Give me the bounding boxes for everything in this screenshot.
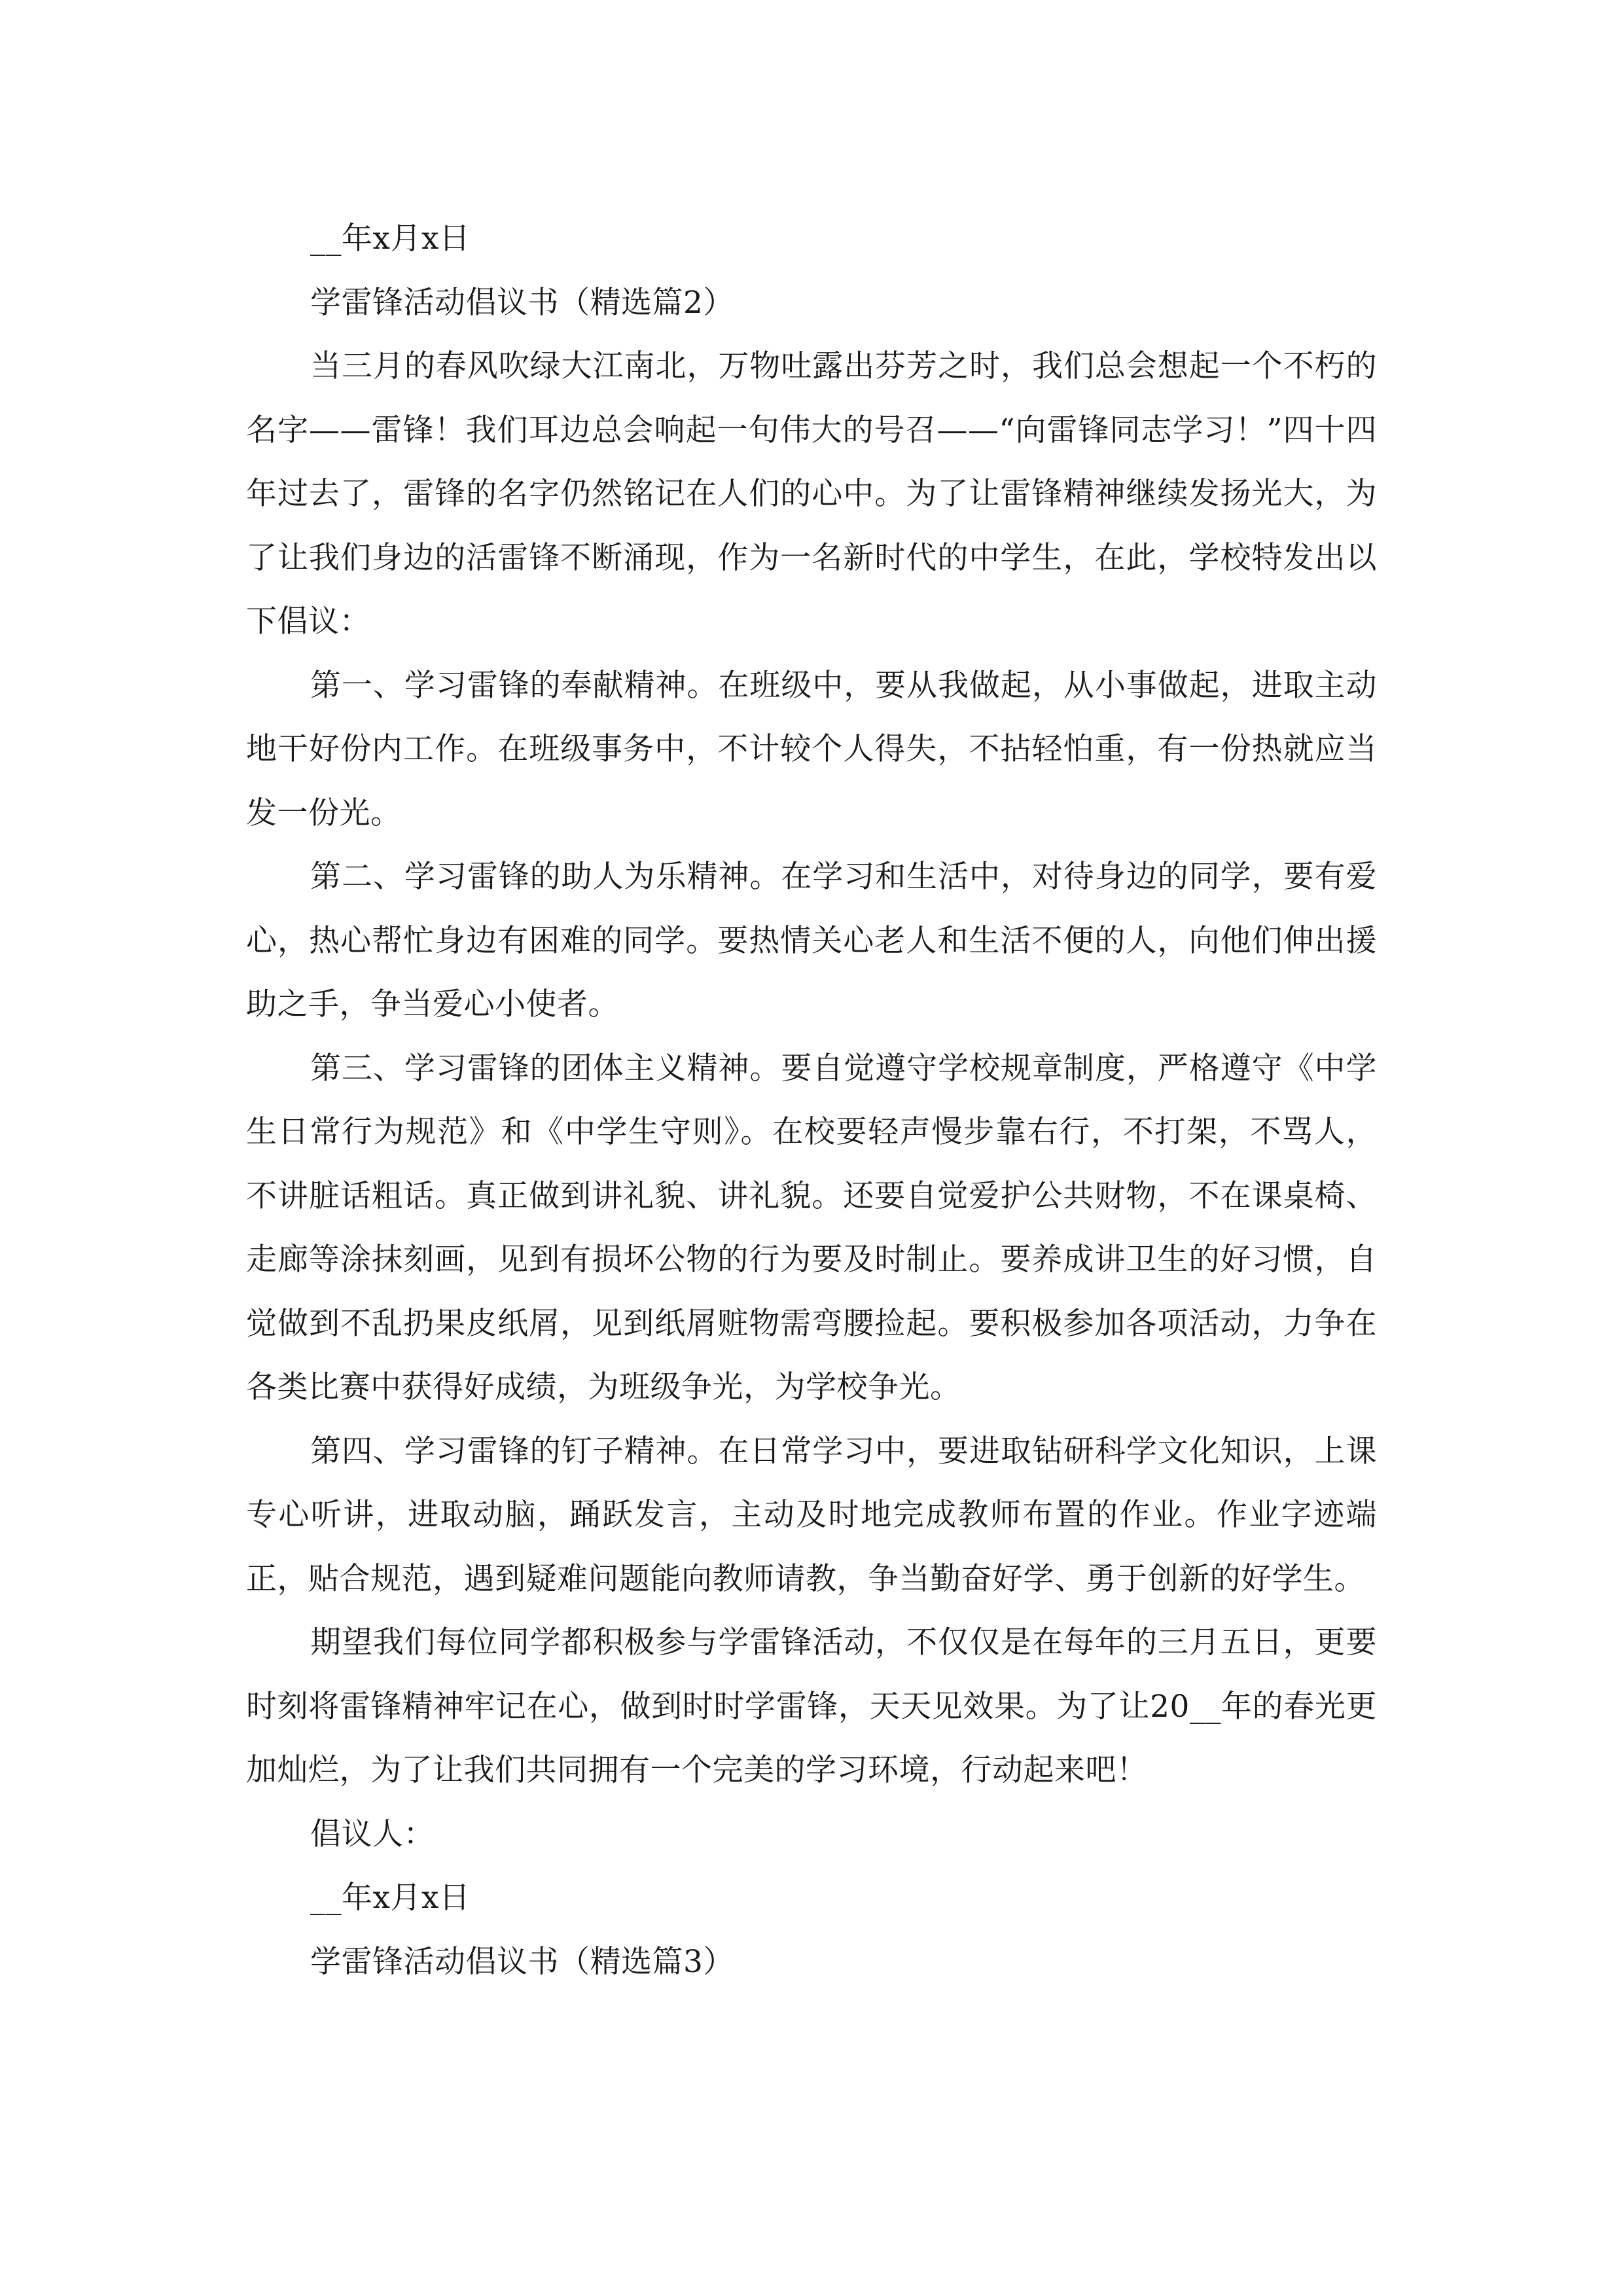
date-line: __年x月x日 xyxy=(310,221,471,257)
signature-date: __年x月x日 xyxy=(310,1880,471,1916)
point-three-paragraph: 第三、学习雷锋的团体主义精神。要自觉遵守学校规章制度，严格遵守《中学生日常行为规范》和《中学生守则》。在校要轻声慢步靠右行，不打架，不骂人，不讲脏话粗话。真正做到讲礼貌、讲礼貌。还要自觉爱护公共财物，不在课桌椅、走廊等涂抹刻画，见到有损坏公物的行为要及时制止。要养成讲卫生的好习惯，自觉做到不乱扔果皮纸屑，见到纸屑赃物需弯腰捡起。要积极参加各项活动，力争在各类比赛中获得好成绩，为班级争光，为学校争光。 xyxy=(246,1050,1377,1405)
point-four-paragraph: 第四、学习雷锋的钉子精神。在日常学习中，要进取钻研科学文化知识，上课专心听讲，进取动脑，踊跃发言，主动及时地完成教师布置的作业。作业字迹端正，贴合规范，遇到疑难问题能向教师请教，争当勤奋好学、勇于创新的好学生。 xyxy=(246,1433,1377,1597)
point-two-paragraph: 第二、学习雷锋的助人为乐精神。在学习和生活中，对待身边的同学，要有爱心，热心帮忙身边有困难的同学。要热情关心老人和生活不便的人，向他们伸出援助之手，争当爱心小使者。 xyxy=(246,859,1377,1022)
document-page xyxy=(246,207,1377,1994)
point-one-paragraph: 第一、学习雷锋的奉献精神。在班级中，要从我做起，从小事做起，进取主动地干好份内工作。在班级事务中，不计较个人得失，不拈轻怕重，有一份热就应当发一份光。 xyxy=(246,667,1377,831)
intro-paragraph: 当三月的春风吹绿大江南北，万物吐露出芬芳之时，我们总会想起一个不朽的名字——雷锋！我们耳边总会响起一句伟大的号召——“向雷锋同志学习！”四十四年过去了，雷锋的名字仍然铭记在人们的心中。为了让雷锋精神继续发扬光大，为了让我们身边的活雷锋不断涌现，作为一名新时代的中学生，在此，学校特发出以下倡议： xyxy=(246,348,1377,639)
closing-paragraph: 期望我们每位同学都积极参与学雷锋活动，不仅仅是在每年的三月五日，更要时刻将雷锋精神牢记在心，做到时时学雷锋，天天见效果。为了让20__年的春光更加灿烂，为了让我们共同拥有一个完美的学习环境，行动起来吧！ xyxy=(246,1624,1377,1788)
section-title: 学雷锋活动倡议书（精选篇2） xyxy=(310,284,734,321)
signer-label: 倡议人： xyxy=(310,1816,435,1852)
next-section-title: 学雷锋活动倡议书（精选篇3） xyxy=(310,1943,734,1980)
